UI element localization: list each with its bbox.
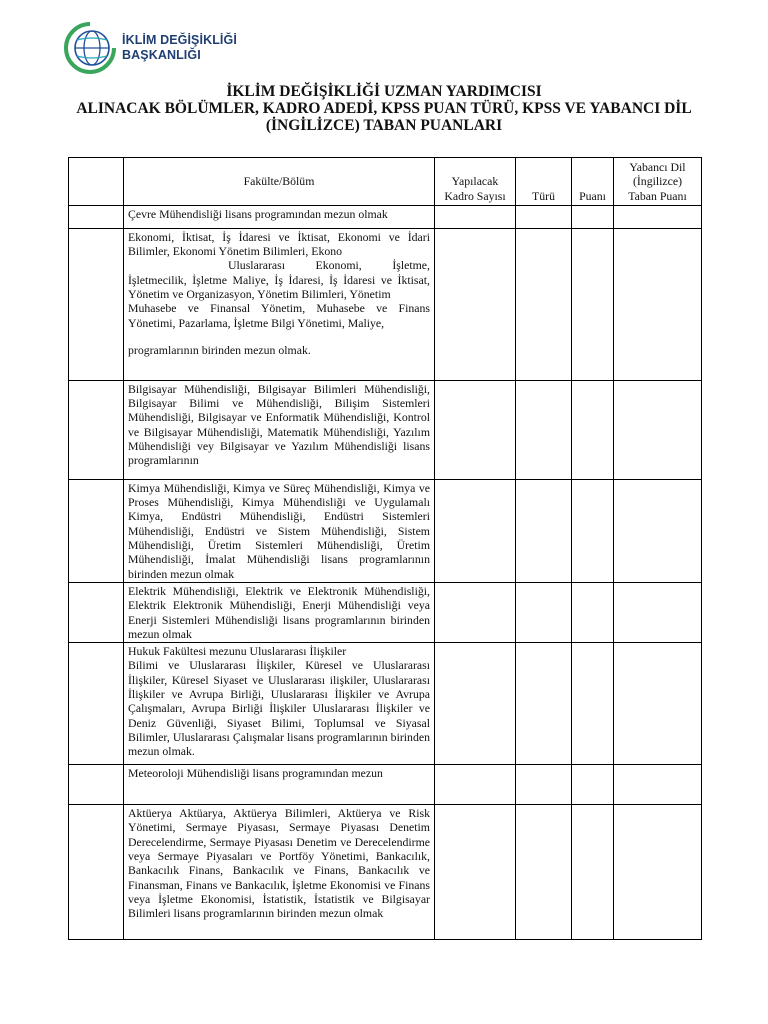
header-score: Puanı	[572, 158, 614, 206]
row-index-cell	[69, 479, 124, 582]
title-line-1: İKLİM DEĞİŞİKLİĞİ UZMAN YARDIMCISI	[226, 83, 542, 100]
row-index-cell	[69, 765, 124, 805]
header-lang-line-1: Yabancı Dil	[629, 160, 686, 174]
department-cell	[124, 805, 435, 940]
table-row	[69, 643, 702, 765]
logo-line-2: BAŞKANLIĞI	[122, 48, 201, 62]
language-score-cell	[614, 479, 702, 582]
title-line-2: ALINACAK BÖLÜMLER, KADRO ADEDİ, KPSS PUAN TÜRÜ, KPSS VE YABANCI DİL	[76, 100, 692, 117]
language-score-cell	[614, 228, 702, 380]
score-cell	[572, 228, 614, 380]
type-cell	[516, 380, 572, 479]
department-text: Çevre Mühendisliği lisans programından mezun olmak	[128, 206, 388, 221]
globe-logo-icon	[64, 22, 116, 74]
quota-cell	[435, 479, 516, 582]
department-text: Elektrik Mühendisliği, Elektrik ve Elektronik Mühendisliği, Elektrik Elektronik Mühendisliği, Enerji Mühendisliği veya Enerji Sistemleri Mühendisliği lisans programlarının birinden mezun olmak	[128, 583, 430, 641]
type-cell	[516, 228, 572, 380]
score-cell	[572, 380, 614, 479]
header-lang-line-3: Taban Puanı	[628, 188, 687, 203]
row-index-cell	[69, 228, 124, 380]
department-text: Bilgisayar Mühendisliği, Bilgisayar Bilimleri Mühendisliği, Bilgisayar Bilimi ve Mühendisliği, Bilişim Sistemleri Mühendisliği, Bilgisayar ve Enformatik Mühendisliği, Kontrol ve Bilgisayar Mühendisliği, Matematik Mühendisliği, Yazılım Mühendisliği vey Bilgisayar ve Yazılım Mühendisliği lisans programlarının	[128, 381, 430, 468]
row-index-cell	[69, 805, 124, 940]
score-cell	[572, 582, 614, 642]
department-cell	[124, 765, 435, 805]
requirements-table	[68, 157, 702, 940]
type-cell	[516, 582, 572, 642]
score-cell	[572, 643, 614, 765]
table-row	[69, 205, 702, 228]
quota-cell	[435, 380, 516, 479]
logo	[64, 22, 264, 78]
quota-cell	[435, 805, 516, 940]
table-row	[69, 479, 702, 582]
quota-cell	[435, 582, 516, 642]
table-row	[69, 228, 702, 380]
department-text: Muhasebe ve Finansal Yönetim, Muhasebe ve Finans Yönetimi, Pazarlama, İşletme Bilgi Yönetimi, Maliye,	[128, 301, 430, 330]
department-cell	[124, 228, 435, 380]
score-cell	[572, 205, 614, 228]
quota-cell	[435, 765, 516, 805]
score-cell	[572, 765, 614, 805]
department-cell	[124, 205, 435, 228]
type-cell	[516, 805, 572, 940]
table-row	[69, 380, 702, 479]
department-text: Aktüerya Aktüarya, Aktüerya Bilimleri, Aktüerya ve Risk Yönetimi, Sermaye Piyasası, Sermaye Piyasası Denetim Derecelendirme, Sermaye Piyasası Denetim ve Derecelendirme veya Sermaye Piyasaları ve Portföy Yönetimi, Bankacılık, Bankacılık Finans, Bankacılık ve Finans, Bankacılık ve Finansman, Finans ve Bankacılık, İşletme Ekonomisi ve Finans veya İşletme Ekonomisi, İstatistik, İstatistik ve Bilgisayar Bilimleri lisans programlarının birinden mezun olmak	[128, 806, 430, 921]
header-empty-cell	[69, 158, 124, 206]
language-score-cell	[614, 643, 702, 765]
header-faculty: Fakülte/Bölüm	[124, 158, 435, 206]
type-cell	[516, 205, 572, 228]
table-row	[69, 765, 702, 805]
department-text: Ekonomi, İktisat, İş İdaresi ve İktisat, Ekonomi ve İdari Bilimler, Ekonomi Yönetim Bilimleri, Ekono	[128, 229, 430, 259]
quota-cell	[435, 643, 516, 765]
header-quota-line-1: Yapılacak	[451, 174, 499, 189]
header-type: Türü	[516, 158, 572, 206]
score-cell	[572, 479, 614, 582]
department-text: Hukuk Fakültesi mezunu Uluslararası İlişkiler	[128, 644, 347, 659]
department-text: programlarının birinden mezun olmak.	[128, 342, 311, 357]
score-cell	[572, 805, 614, 940]
type-cell	[516, 643, 572, 765]
department-cell	[124, 380, 435, 479]
language-score-cell	[614, 380, 702, 479]
row-index-cell	[69, 380, 124, 479]
document-title	[0, 83, 768, 134]
department-cell	[124, 479, 435, 582]
header-quota-line-2: Kadro Sayısı	[444, 188, 506, 203]
logo-line-1: İKLİM DEĞİŞİKLİĞİ	[122, 33, 237, 47]
row-index-cell	[69, 643, 124, 765]
language-score-cell	[614, 765, 702, 805]
quota-cell	[435, 205, 516, 228]
row-index-cell	[69, 205, 124, 228]
header-language-score	[614, 158, 702, 206]
language-score-cell	[614, 805, 702, 940]
type-cell	[516, 479, 572, 582]
header-quota	[435, 158, 516, 206]
language-score-cell	[614, 582, 702, 642]
header-lang-line-2: (İngilizce)	[632, 174, 683, 189]
language-score-cell	[614, 205, 702, 228]
quota-cell	[435, 228, 516, 380]
department-text: Meteoroloji Mühendisliği lisans programından mezun	[128, 766, 383, 781]
header-row	[69, 158, 702, 206]
department-cell	[124, 582, 435, 642]
type-cell	[516, 765, 572, 805]
department-cell	[124, 643, 435, 765]
table-row	[69, 582, 702, 642]
department-text: Kimya Mühendisliği, Kimya ve Süreç Mühendisliği, Kimya ve Proses Mühendisliği, Kimya Mühendisliği ve Uygulamalı Kimya, Endüstri Mühendisliği, Endüstri Sistemleri Mühendisliği, Endüstri ve Sistem Mühendisliği, Sistem Mühendisliği, Üretim Sistemleri Mühendisliği, Üretim Mühendisliği, İmalat Mühendisliği lisans programlarının birinden mezun olmak	[128, 480, 430, 581]
table-row	[69, 805, 702, 940]
department-text: Uluslararası Ekonomi, İşletme, İşletmecilik, İşletme Maliye, İş İdaresi, İş İdaresi ve İktisat, Yönetim ve Organizasyon, Yönetim Bilimleri, Yönetim	[128, 258, 430, 302]
row-index-cell	[69, 582, 124, 642]
title-line-3: (İNGİLİZCE) TABAN PUANLARI	[265, 117, 503, 134]
department-text: Bilimi ve Uluslararası İlişkiler, Küresel ve Uluslararası İlişkiler, Küresel Siyaset ve Uluslararası ilişkiler, Uluslararası İlişkiler ve Avrupa Birliği, Uluslararası İlişkiler ve Avrupa Çalışmaları, Avrupa Birliği İlişkiler Uluslararası İlişkiler ve Deniz Güvenliği, Siyaset Bilimi, Toplumsal ve Siyasal Bilimler, Uluslararası Çalışmalar lisans programlarının birinden mezun olmak.	[128, 658, 430, 759]
